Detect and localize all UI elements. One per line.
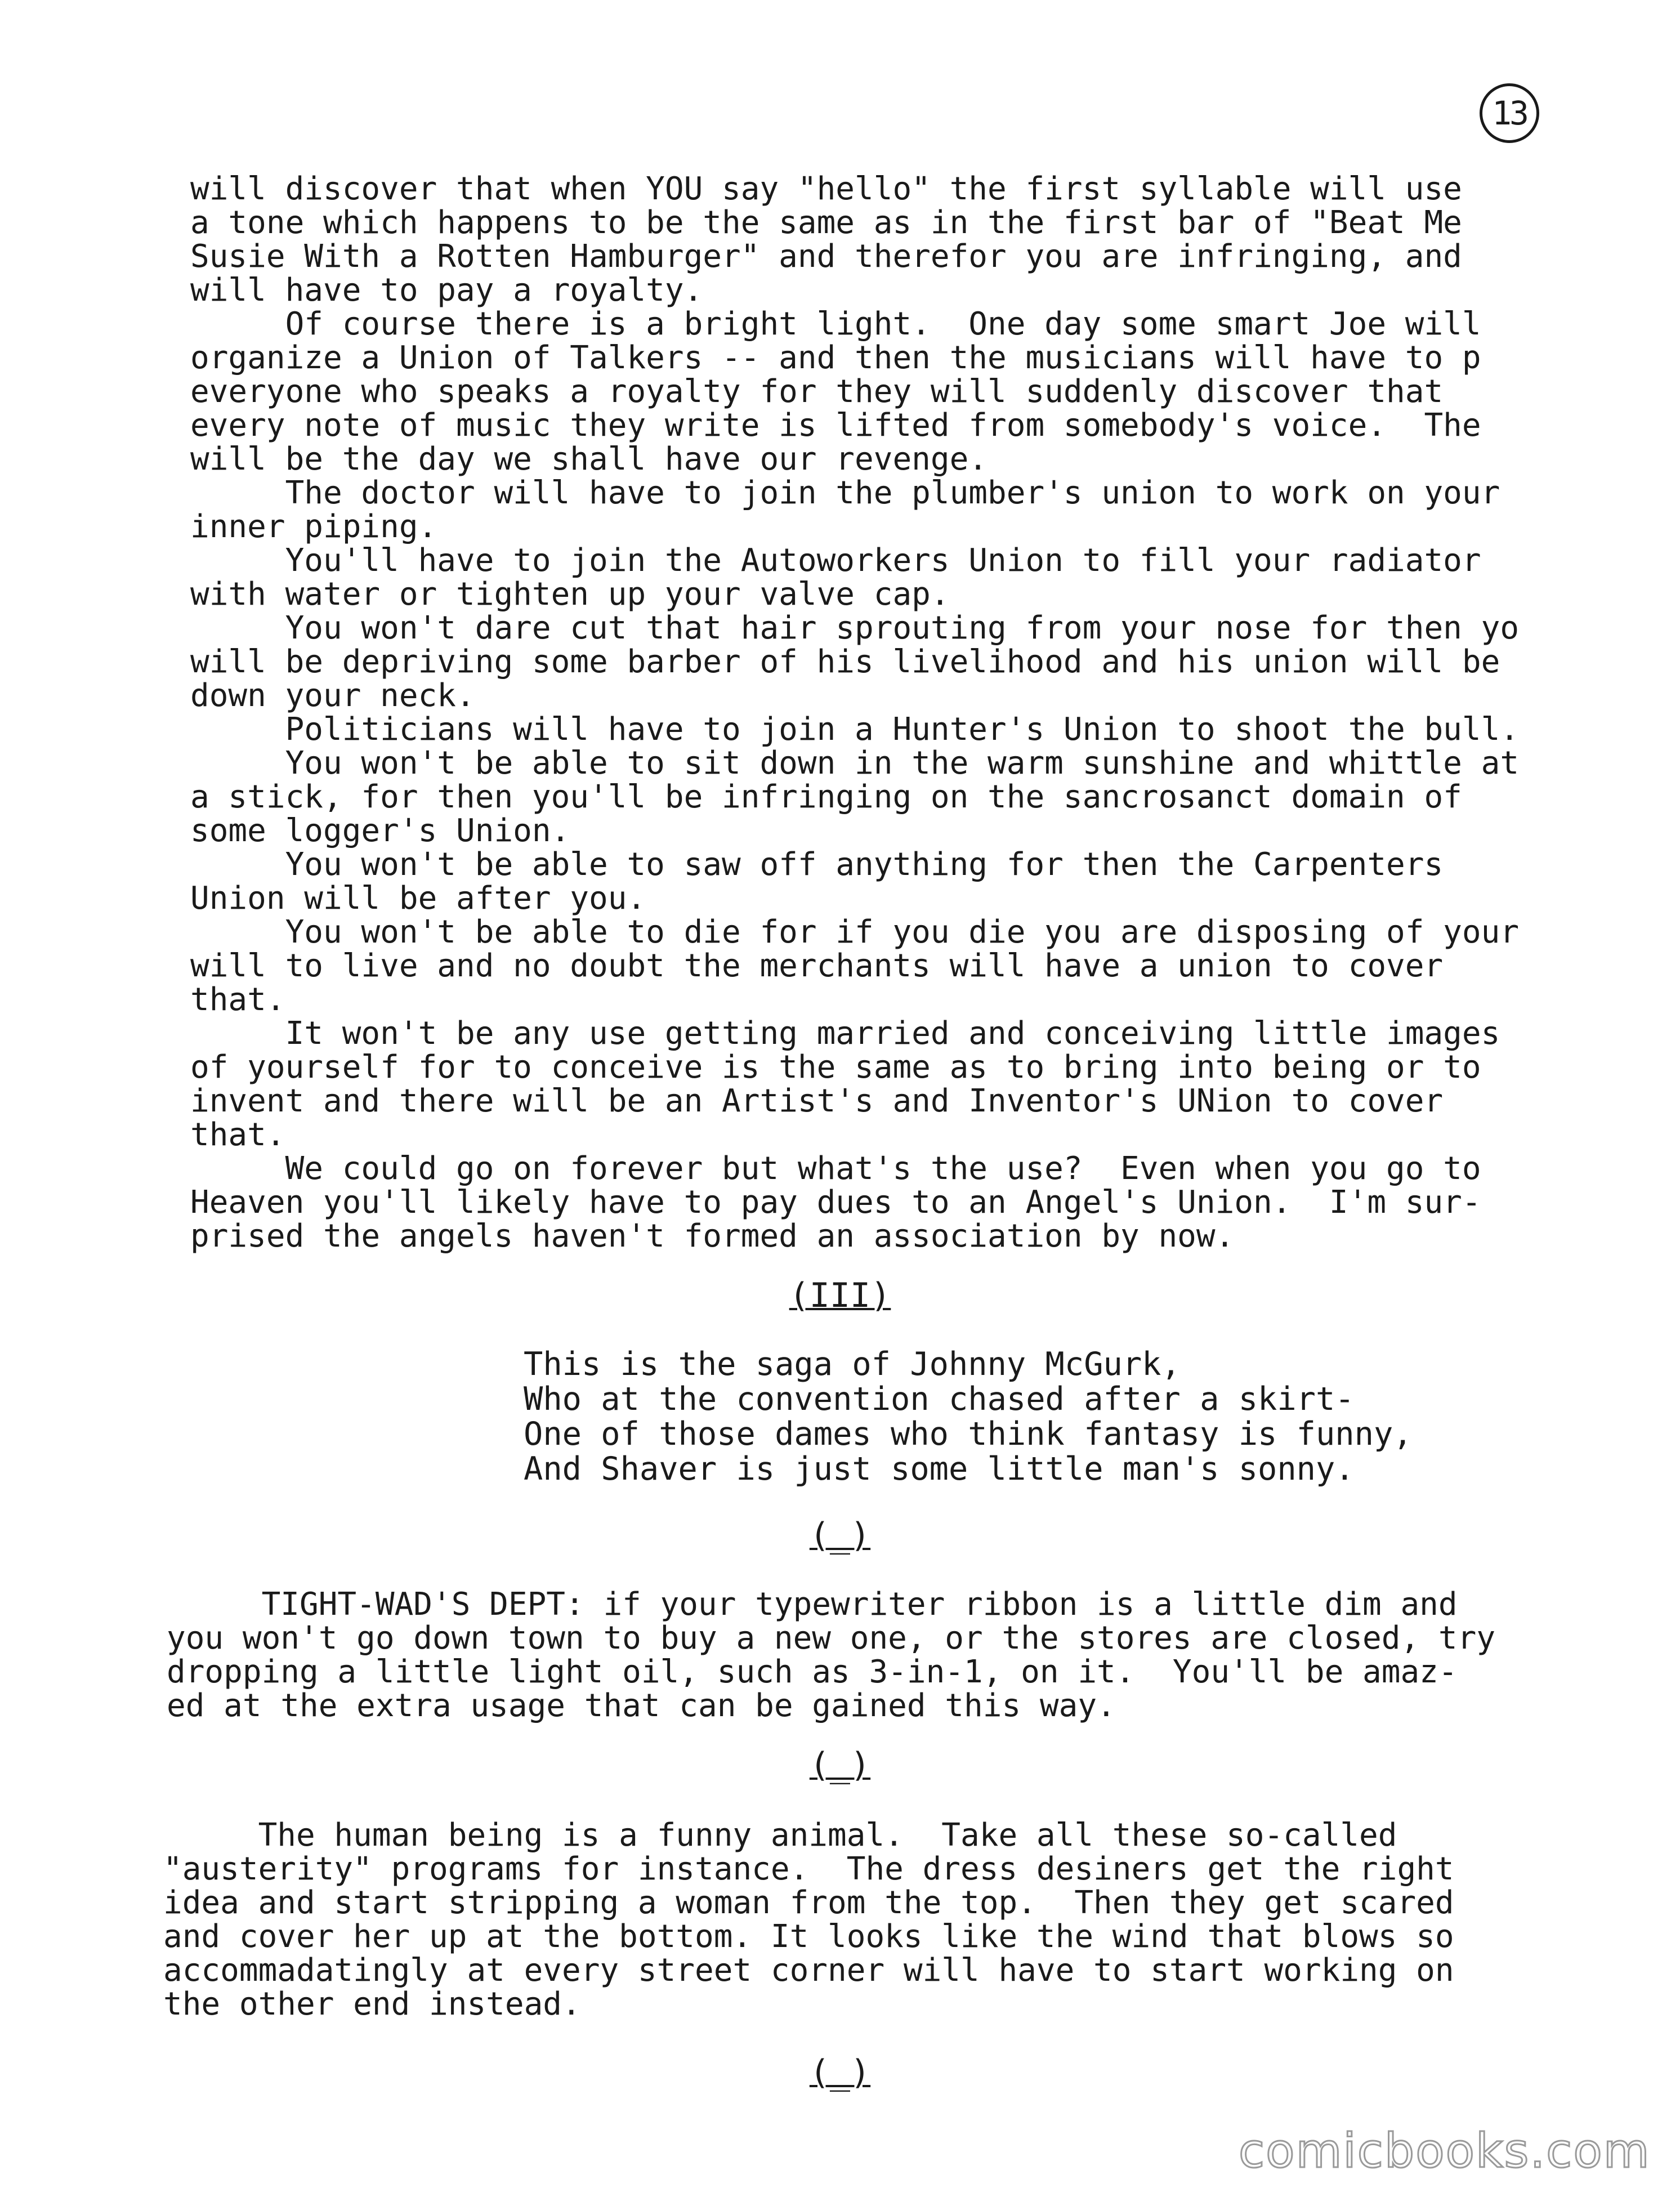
- text-line: dropping a little light oil, such as 3-in-1, on it. You'll be amaz-: [167, 1654, 1458, 1690]
- austerity-paragraph: [163, 1819, 1454, 2021]
- text-line: will discover that when YOU say "hello" the first syllable will use: [190, 171, 1462, 207]
- page-number: 13: [1480, 83, 1539, 143]
- text-line: Who at the convention chased after a skirt-: [524, 1381, 1355, 1418]
- tight-wad-paragraph: [167, 1588, 1495, 1723]
- text-line: of yourself for to conceive is the same as to bring into being or to: [190, 1049, 1481, 1086]
- text-line: inner piping.: [190, 508, 437, 545]
- text-line: The human being is a funny animal. Take all these so-called: [163, 1817, 1397, 1854]
- text-line: organize a Union of Talkers -- and then the musicians will have to p: [190, 340, 1481, 376]
- text-line: will be depriving some barber of his livelihood and his union will be: [190, 644, 1500, 680]
- text-line: every note of music they write is lifted from somebody's voice. The: [190, 407, 1481, 444]
- text-line: Politicians will have to join a Hunter's Union to shoot the bull.: [190, 711, 1520, 748]
- text-line: down your neck.: [190, 677, 475, 714]
- main-text-block: [190, 172, 1519, 1253]
- text-line: a tone which happens to be the same as in the first bar of "Beat Me: [190, 204, 1462, 241]
- text-line: Of course there is a bright light. One day some smart Joe will: [190, 306, 1481, 342]
- text-line: Heaven you'll likely have to pay dues to an Angel's Union. I'm sur-: [190, 1184, 1481, 1221]
- text-line: the other end instead.: [163, 1986, 581, 2022]
- text-line: will be the day we shall have our revenge.: [190, 441, 988, 477]
- text-line: You won't be able to die for if you die you are disposing of your: [190, 914, 1520, 950]
- text-line: You'll have to join the Autoworkers Union to fill your radiator: [190, 542, 1481, 579]
- text-line: And Shaver is just some little man's sonny.: [524, 1450, 1355, 1488]
- text-line: accommadatingly at every street corner will have to start working on: [163, 1952, 1454, 1989]
- section-separator-triple: (III): [789, 1276, 891, 1315]
- text-line: that.: [190, 981, 285, 1018]
- section-separator: (_): [809, 1516, 871, 1555]
- text-line: One of those dames who think fantasy is funny,: [524, 1415, 1413, 1453]
- text-line: everyone who speaks a royalty for they will suddenly discover that: [190, 373, 1444, 410]
- text-line: You won't dare cut that hair sprouting from your nose for then yo: [190, 610, 1520, 646]
- text-line: idea and start stripping a woman from the top. Then they get scared: [163, 1885, 1454, 1921]
- text-line: It won't be any use getting married and conceiving little images: [190, 1015, 1500, 1052]
- text-line: Susie With a Rotten Hamburger" and therefor you are infringing, and: [190, 238, 1462, 275]
- text-line: You won't be able to sit down in the warm sunshine and whittle at: [190, 745, 1520, 782]
- text-line: ed at the extra usage that can be gained this way.: [167, 1687, 1116, 1724]
- text-line: "austerity" programs for instance. The dress desiners get the right: [163, 1851, 1454, 1887]
- text-line: a stick, for then you'll be infringing on the sancrosanct domain of: [190, 779, 1462, 815]
- text-line: you won't go down town to buy a new one, or the stores are closed, try: [167, 1620, 1496, 1656]
- text-line: We could go on forever but what's the use? Even when you go to: [190, 1150, 1481, 1187]
- text-line: invent and there will be an Artist's and Inventor's UNion to cover: [190, 1083, 1444, 1119]
- text-line: that.: [190, 1117, 285, 1153]
- section-separator: (_): [809, 2053, 871, 2092]
- text-line: with water or tighten up your valve cap.: [190, 576, 950, 613]
- text-line: You won't be able to saw off anything for then the Carpenters: [190, 846, 1444, 883]
- section-separator: (_): [809, 1745, 871, 1785]
- text-line: and cover her up at the bottom. It looks like the wind that blows so: [163, 1918, 1454, 1955]
- text-line: This is the saga of Johnny McGurk,: [524, 1346, 1181, 1383]
- text-line: prised the angels haven't formed an association by now.: [190, 1218, 1235, 1254]
- text-line: Union will be after you.: [190, 880, 646, 917]
- text-line: TIGHT-WAD'S DEPT: if your typewriter ribbon is a little dim and: [167, 1586, 1458, 1623]
- text-line: will have to pay a royalty.: [190, 272, 703, 309]
- watermark-text: comicbooks.com: [1239, 2123, 1651, 2178]
- text-line: The doctor will have to join the plumber's union to work on your: [190, 475, 1500, 511]
- text-line: some logger's Union.: [190, 812, 570, 849]
- poem-block: [524, 1347, 1413, 1486]
- text-line: will to live and no doubt the merchants will have a union to cover: [190, 948, 1444, 984]
